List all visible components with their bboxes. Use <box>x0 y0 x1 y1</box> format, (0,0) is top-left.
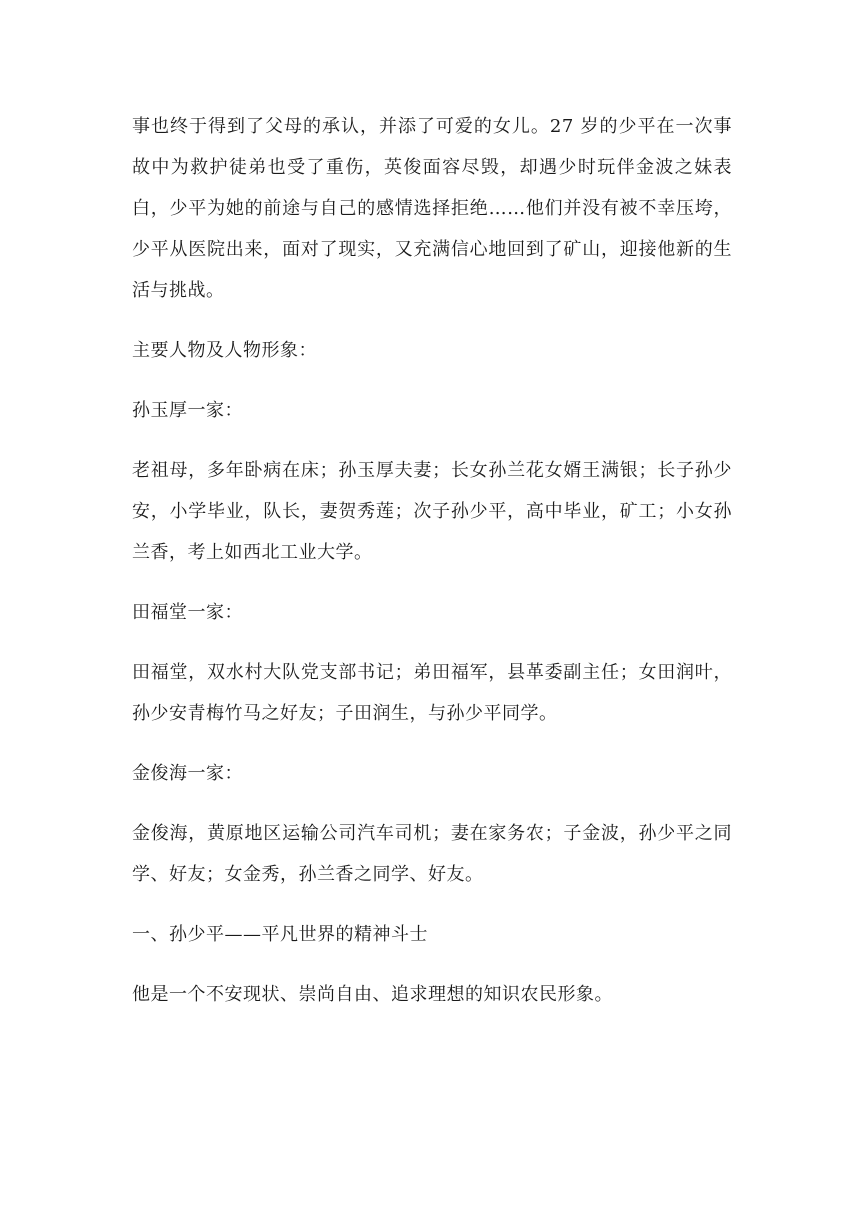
heading-main-characters: 主要人物及人物形象： <box>132 340 317 361</box>
paragraph-tian-family: 田福堂，双水村大队党支部书记；弟田福军，县革委副主任；女田润叶，孙少安青梅竹马之好友；子田润生，与孙少平同学。 <box>132 662 732 724</box>
heading-sun-family: 孙玉厚一家： <box>132 400 243 421</box>
paragraph-jin-family: 金俊海，黄原地区运输公司汽车司机；妻在家务农；子金波，孙少平之同学、好友；女金秀，孙兰香之同学、好友。 <box>132 823 732 885</box>
document-body <box>132 106 732 1034</box>
heading-jin-family: 金俊海一家： <box>132 763 243 784</box>
paragraph-story-ending: 事也终于得到了父母的承认，并添了可爱的女儿。27 岁的少平在一次事故中为救护徒弟也受了重伤，英俊面容尽毁，却遇少时玩伴金波之妹表白，少平为她的前途与自己的感情选择拒绝……他们并没有被不幸压垮，少平从医院出来，面对了现实，又充满信心地回到了矿山，迎接他新的生活与挑战。 <box>132 116 732 301</box>
paragraph-sun-shaoping-image: 他是一个不安现状、崇尚自由、追求理想的知识农民形象。 <box>132 984 613 1005</box>
paragraph-sun-family: 老祖母，多年卧病在床；孙玉厚夫妻；长女孙兰花女婿王满银；长子孙少安，小学毕业，队长，妻贺秀莲；次子孙少平，高中毕业，矿工；小女孙兰香，考上如西北工业大学。 <box>132 460 732 563</box>
section-heading-sun-shaoping: 一、孙少平——平凡世界的精神斗士 <box>132 924 428 945</box>
heading-tian-family: 田福堂一家： <box>132 602 243 623</box>
